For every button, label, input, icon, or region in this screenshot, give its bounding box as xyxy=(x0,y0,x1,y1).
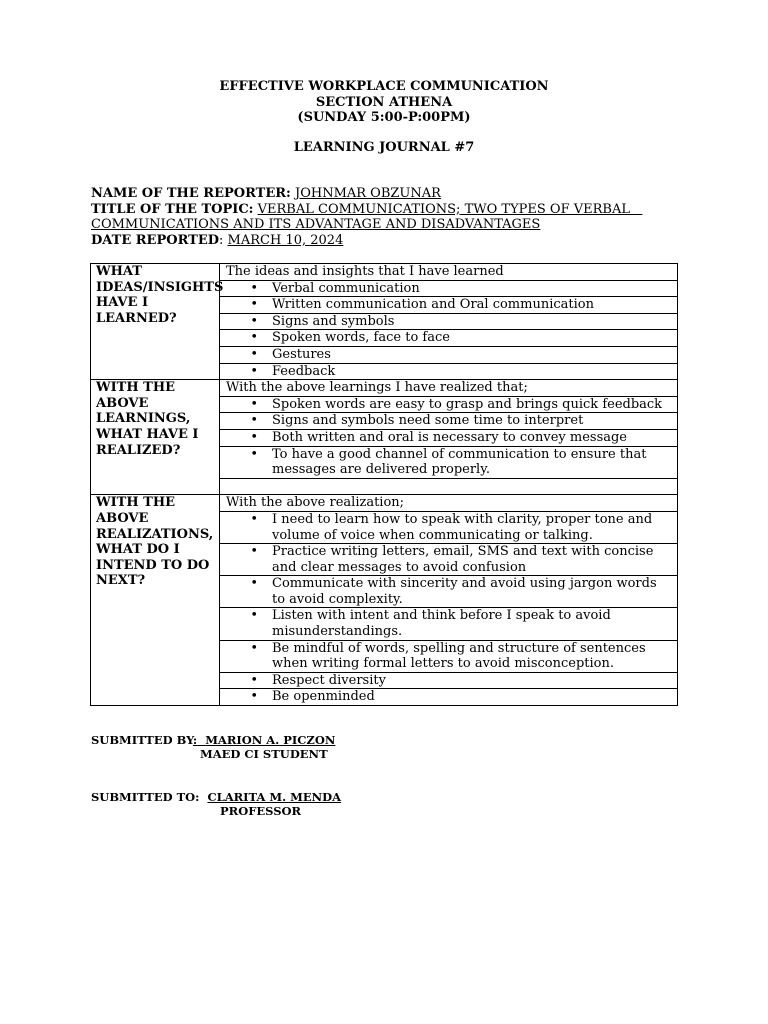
bullet-text: Verbal communication xyxy=(272,280,420,296)
topic-row-2 xyxy=(91,217,691,233)
bullet-text: Feedback xyxy=(272,363,336,379)
bullet-cell xyxy=(220,608,678,640)
bullet-cell xyxy=(220,446,678,478)
bullet-cell xyxy=(220,640,678,672)
bullet-text: Spoken words are easy to grasp and brings quick feedback xyxy=(272,396,663,412)
bullet-icon: • xyxy=(250,429,258,445)
bullet-icon: • xyxy=(250,330,258,346)
schedule: (SUNDAY 5:00-P:00PM) xyxy=(297,110,471,126)
bullet-icon: • xyxy=(250,446,258,462)
answer-intro: With the above learnings I have realized that; xyxy=(220,380,678,397)
bullet-text: Practice writing letters, email, SMS and text with concise and clear messages to avoid confusion xyxy=(272,544,654,575)
report-meta xyxy=(91,186,691,248)
bullet-text: Written communication and Oral communication xyxy=(272,297,594,313)
bullet-icon: • xyxy=(250,689,258,705)
bullet-icon: • xyxy=(250,672,258,688)
bullet-icon: • xyxy=(250,640,258,656)
bullet-icon: • xyxy=(250,280,258,296)
bullet-cell xyxy=(220,363,678,380)
date-value: MARCH 10, 2024 xyxy=(227,232,344,248)
answer-intro: With the above realization; xyxy=(220,495,678,512)
submitted-by-label: SUBMITTED BY xyxy=(91,733,193,747)
bullet-text: To have a good channel of communication to ensure that messages are delivered properly. xyxy=(272,446,647,478)
bullet-text: Both written and oral is necessary to convey message xyxy=(272,429,628,445)
date-label: DATE REPORTED xyxy=(91,232,220,248)
bullet-cell xyxy=(220,544,678,576)
bullet-icon: • xyxy=(250,413,258,429)
question-cell xyxy=(91,495,220,706)
submitted-by-block xyxy=(91,733,335,761)
answer-intro: The ideas and insights that I have learned xyxy=(220,264,678,281)
question-text: WHAT IDEAS/INSIGHTS HAVE I LEARNED? xyxy=(96,264,224,326)
section-name: SECTION ATHENA xyxy=(315,94,453,110)
document-header xyxy=(0,79,768,126)
bullet-text: Be mindful of words, spelling and structure of sentences when writing formal letters to avoid misconception. xyxy=(272,640,646,672)
question-cell xyxy=(91,380,220,495)
submitted-to-label: SUBMITTED TO: xyxy=(91,790,200,804)
journal-title: LEARNING JOURNAL #7 xyxy=(293,140,475,155)
journal-table xyxy=(90,263,678,706)
submitted-to-role: PROFESSOR xyxy=(220,804,302,818)
submitted-to-block xyxy=(91,790,341,818)
bullet-cell xyxy=(220,313,678,330)
bullet-text: Respect diversity xyxy=(272,672,386,688)
table-row xyxy=(91,380,678,397)
topic-value-line1: VERBAL COMMUNICATIONS; TWO TYPES OF VERBAL xyxy=(257,201,630,217)
bullet-cell xyxy=(220,429,678,446)
bullet-text: Signs and symbols xyxy=(272,313,395,329)
date-separator: : xyxy=(219,232,224,248)
table-row xyxy=(91,264,678,281)
submitted-to-name: CLARITA M. MENDA xyxy=(207,790,342,804)
bullet-text: Listen with intent and think before I speak to avoid misunderstandings. xyxy=(272,608,611,640)
bullet-cell xyxy=(220,689,678,706)
bullet-icon: • xyxy=(250,297,258,313)
bullet-icon: • xyxy=(250,544,258,560)
bullet-cell xyxy=(220,280,678,297)
bullet-text: Signs and symbols need some time to interpret xyxy=(272,413,584,429)
submitted-by-role: MAED CI STUDENT xyxy=(200,747,328,761)
bullet-icon: • xyxy=(250,363,258,379)
reporter-row xyxy=(91,186,691,202)
reporter-label: NAME OF THE REPORTER: xyxy=(91,186,291,201)
topic-value-line2: COMMUNICATIONS AND ITS ADVANTAGE AND DISADVANTAGES xyxy=(91,217,541,233)
bullet-text: Gestures xyxy=(272,346,331,362)
date-row xyxy=(91,233,691,249)
submitted-by-name: MARION A. PICZON xyxy=(205,733,336,747)
bullet-cell xyxy=(220,511,678,543)
table-row xyxy=(91,495,678,512)
blank-cell xyxy=(220,478,678,495)
topic-row xyxy=(91,202,691,218)
bullet-icon: • xyxy=(250,346,258,362)
question-text: WITH THE ABOVE LEARNINGS, WHAT HAVE I REALIZED? xyxy=(96,380,199,458)
reporter-value: JOHNMAR OBZUNAR xyxy=(294,186,441,201)
topic-label: TITLE OF THE TOPIC: xyxy=(91,201,254,217)
bullet-text: Communicate with sincerity and avoid using jargon words to avoid complexity. xyxy=(272,576,657,607)
question-cell xyxy=(91,264,224,380)
bullet-text: Be openminded xyxy=(272,689,375,705)
bullet-cell xyxy=(220,396,678,413)
bullet-cell xyxy=(220,576,678,608)
bullet-cell xyxy=(220,346,678,363)
question-text: WITH THE ABOVE REALIZATIONS, WHAT DO I INTEND TO DO NEXT? xyxy=(96,495,214,589)
bullet-cell xyxy=(220,297,678,314)
submitted-by-colon: : xyxy=(192,733,198,747)
bullet-icon: • xyxy=(250,608,258,624)
bullet-cell xyxy=(220,413,678,430)
bullet-icon: • xyxy=(250,576,258,592)
bullet-icon: • xyxy=(250,511,258,527)
bullet-cell xyxy=(220,672,678,689)
bullet-icon: • xyxy=(250,313,258,329)
bullet-cell xyxy=(220,330,678,347)
bullet-text: I need to learn how to speak with clarity, proper tone and volume of voice when communicating or talking. xyxy=(272,511,653,543)
course-title: EFFECTIVE WORKPLACE COMMUNICATION xyxy=(219,79,549,94)
bullet-text: Spoken words, face to face xyxy=(272,330,450,346)
bullet-icon: • xyxy=(250,396,258,412)
